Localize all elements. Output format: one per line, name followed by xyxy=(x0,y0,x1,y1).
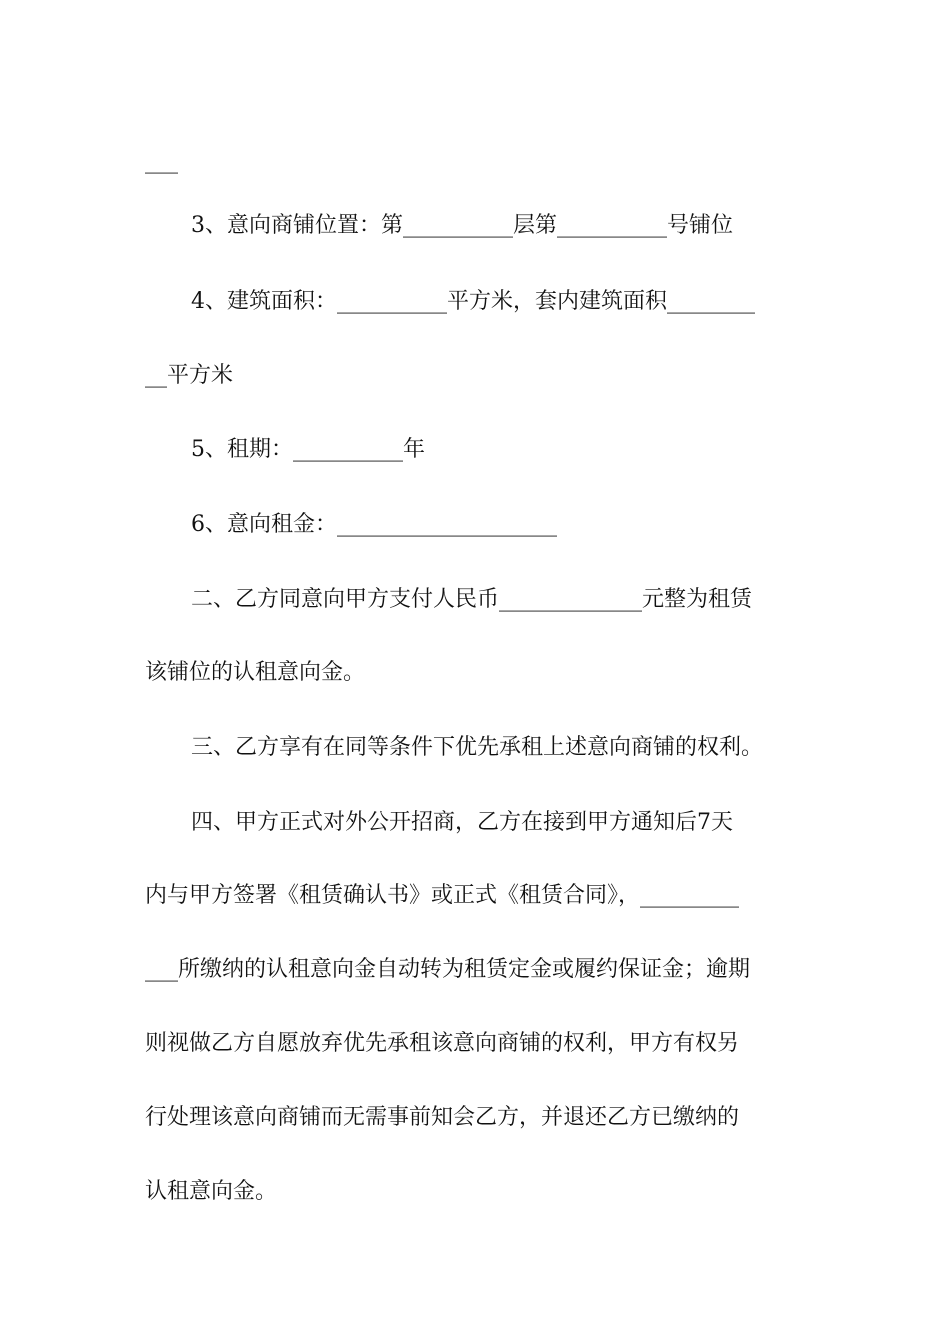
text-line-clause-three: 三、乙方享有在同等条件下优先承租上述意向商铺的权利。 xyxy=(191,735,764,760)
text-line-clause-two-cont: 该铺位的认租意向金。 xyxy=(145,660,366,685)
text-line-shop-location: 3、意向商铺位置：第__________层第__________号铺位 xyxy=(191,213,733,238)
text-line-clause-four-cont-3: 则视做乙方自愿放弃优先承租该意向商铺的权利，甲方有权另 xyxy=(145,1031,740,1056)
text-line-lease-term: 5、租期：__________年 xyxy=(191,437,425,462)
text-line-clause-four: 四、甲方正式对外公开招商，乙方在接到甲方通知后7天 xyxy=(191,810,733,835)
text-line-building-area-cont: __平方米 xyxy=(145,363,234,388)
text-line-clause-four-cont-2: ___所缴纳的认租意向金自动转为租赁定金或履约保证金；逾期 xyxy=(145,957,751,982)
text-line-clause-four-cont-5: 认租意向金。 xyxy=(145,1179,278,1204)
text-line-clause-two: 二、乙方同意向甲方支付人民币_____________元整为租赁 xyxy=(191,587,753,612)
text-line-intended-rent: 6、意向租金：____________________ xyxy=(191,512,557,537)
text-line-clause-four-cont-1: 内与甲方签署《租赁确认书》或正式《租赁合同》，_________ xyxy=(145,883,740,908)
text-line-building-area: 4、建筑面积：__________平方米，套内建筑面积________ xyxy=(191,289,755,314)
text-line-underscore-continuation: ___ xyxy=(145,149,178,174)
text-line-clause-four-cont-4: 行处理该意向商铺而无需事前知会乙方，并退还乙方已缴纳的 xyxy=(145,1105,740,1130)
